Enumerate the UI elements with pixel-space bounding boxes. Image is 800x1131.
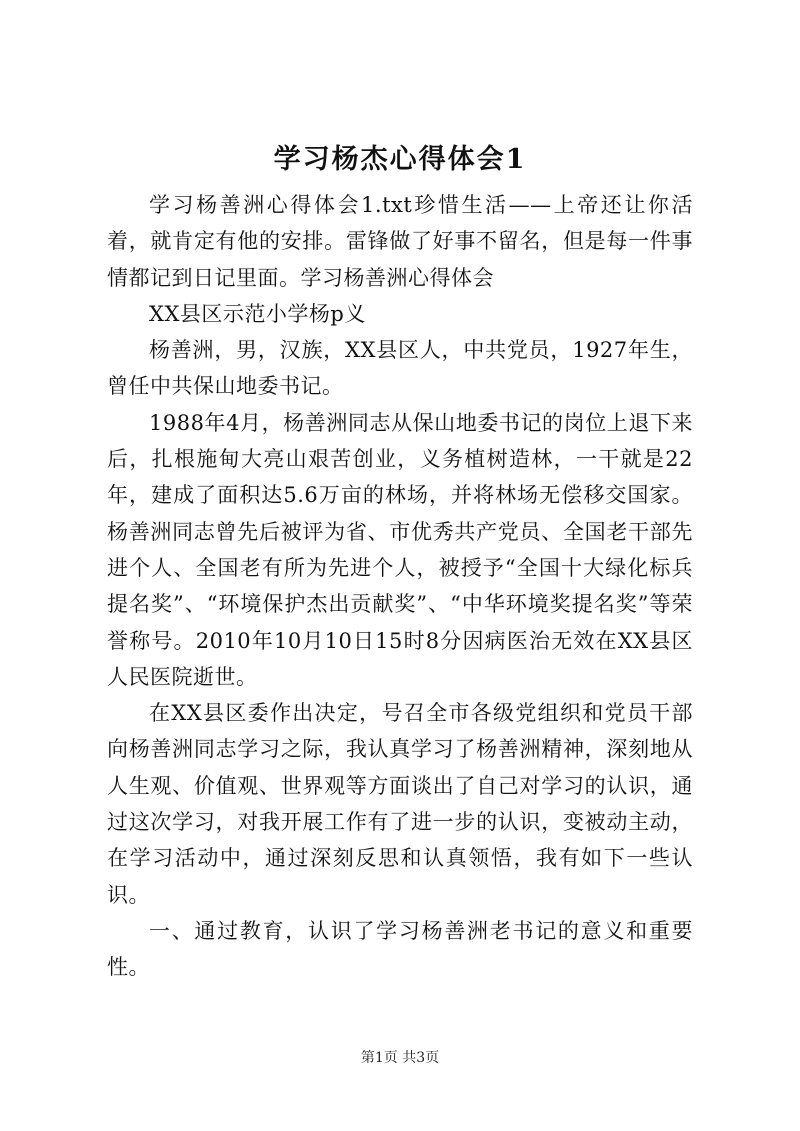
page-footer: 第1页 共3页 xyxy=(360,1050,440,1066)
paragraph-biography: 杨善洲，男，汉族，XX县区人，中共党员，1927年生，曾任中共保山地委书记。 xyxy=(107,338,693,399)
document-body xyxy=(107,187,693,986)
document-title: 学习杨杰心得体会1 xyxy=(273,144,527,175)
paragraph-author: XX县区示范小学杨p义 xyxy=(149,301,366,326)
paragraph-achievements: 1988年4月，杨善洲同志从保山地委书记的岗位上退下来后，扎根施甸大亮山艰苦创业，义务植树造林，一干就是22年，建成了面积达5.6万亩的林场，并将林场无偿移交国家。杨善洲同志曾先后被评为省、市优秀共产党员、全国老干部先进个人、全国老有所为先进个人，被授予“全国十大绿化标兵提名奖”、“环境保护杰出贡献奖”、“中华环境奖提名奖”等荣誉称号。2010年10月10日15时8分因病医治无效在XX县区人民医院逝世。 xyxy=(107,410,693,689)
paragraph-section-one: 一、通过教育，认识了学习杨善洲老书记的意义和重要性。 xyxy=(107,918,693,980)
paragraph-reflection: 在XX县区委作出决定，号召全市各级党组织和党员干部向杨善洲同志学习之际，我认真学习了杨善洲精神，深刻地从人生观、价值观、世界观等方面谈出了自己对学习的认识，通过这次学习，对我开展工作有了进一步的认识，变被动主动，在学习活动中，通过深刻反思和认真领悟，我有如下一些认识。 xyxy=(107,701,693,907)
paragraph-intro: 学习杨善洲心得体会1.txt珍惜生活——上帝还让你活着，就肯定有他的安排。雷锋做了好事不留名，但是每一件事情都记到日记里面。学习杨善洲心得体会 xyxy=(107,193,693,290)
